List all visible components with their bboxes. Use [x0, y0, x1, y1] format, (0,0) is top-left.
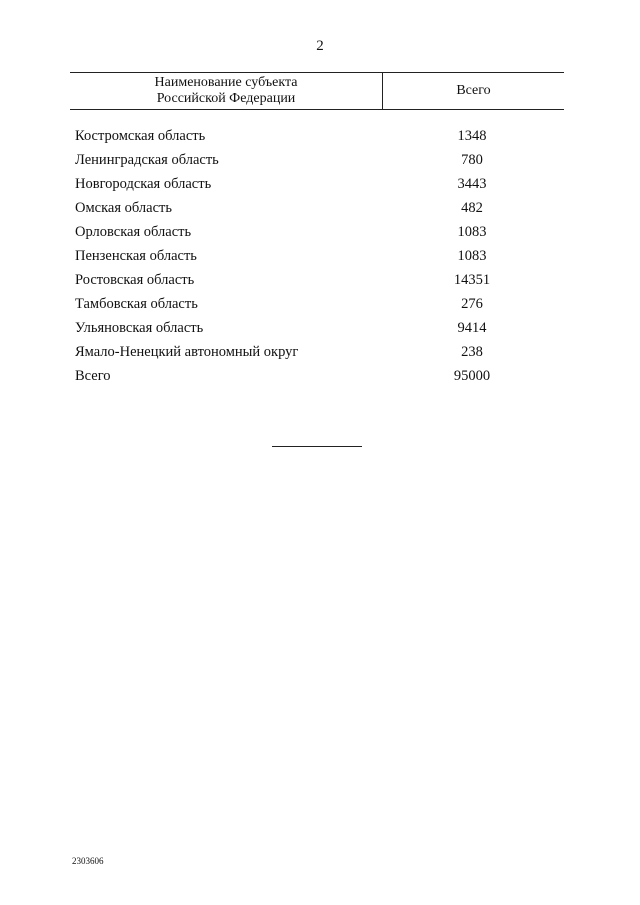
- table-row: [70, 316, 564, 340]
- row-name: Омская область: [75, 200, 172, 216]
- row-value: 14351: [453, 272, 491, 288]
- row-name: Ульяновская область: [75, 320, 204, 336]
- total-row: [70, 364, 564, 388]
- row-value: 276: [461, 296, 483, 312]
- total-row-name: Всего: [75, 368, 111, 384]
- table-row: [70, 340, 564, 364]
- table-row: [70, 220, 564, 244]
- row-name: Ленинградская область: [75, 152, 219, 168]
- table-header: [70, 72, 564, 110]
- table-row: [70, 196, 564, 220]
- row-name: Новгородская область: [75, 176, 212, 192]
- table-row: [70, 124, 564, 148]
- row-name: Костромская область: [75, 128, 206, 144]
- table-body: [70, 124, 564, 388]
- header-total-cell: Всего: [456, 83, 491, 98]
- row-value: 9414: [457, 320, 487, 336]
- row-name: Ямало-Ненецкий автономный округ: [75, 344, 299, 360]
- data-table: [70, 72, 564, 388]
- table-row: [70, 268, 564, 292]
- row-value: 780: [461, 152, 483, 168]
- row-name: Ростовская область: [75, 272, 195, 288]
- document-code: 2303606: [72, 856, 104, 866]
- row-value: 1348: [457, 128, 487, 144]
- header-name-line1: Наименование субъекта: [154, 75, 298, 90]
- table-row: [70, 244, 564, 268]
- row-value: 1083: [457, 224, 487, 240]
- header-name-cell: [70, 73, 383, 109]
- total-row-value: 95000: [453, 368, 491, 384]
- page-number: 2: [316, 38, 324, 54]
- row-name: Тамбовская область: [75, 296, 198, 312]
- header-name-line2: Российской Федерации: [156, 91, 296, 106]
- table-row: [70, 148, 564, 172]
- table-row: [70, 292, 564, 316]
- row-value: 238: [461, 344, 483, 360]
- row-value: 1083: [457, 248, 487, 264]
- row-name: Пензенская область: [75, 248, 197, 264]
- row-value: 482: [461, 200, 483, 216]
- end-divider: [272, 446, 362, 447]
- row-name: Орловская область: [75, 224, 192, 240]
- row-value: 3443: [457, 176, 487, 192]
- table-row: [70, 172, 564, 196]
